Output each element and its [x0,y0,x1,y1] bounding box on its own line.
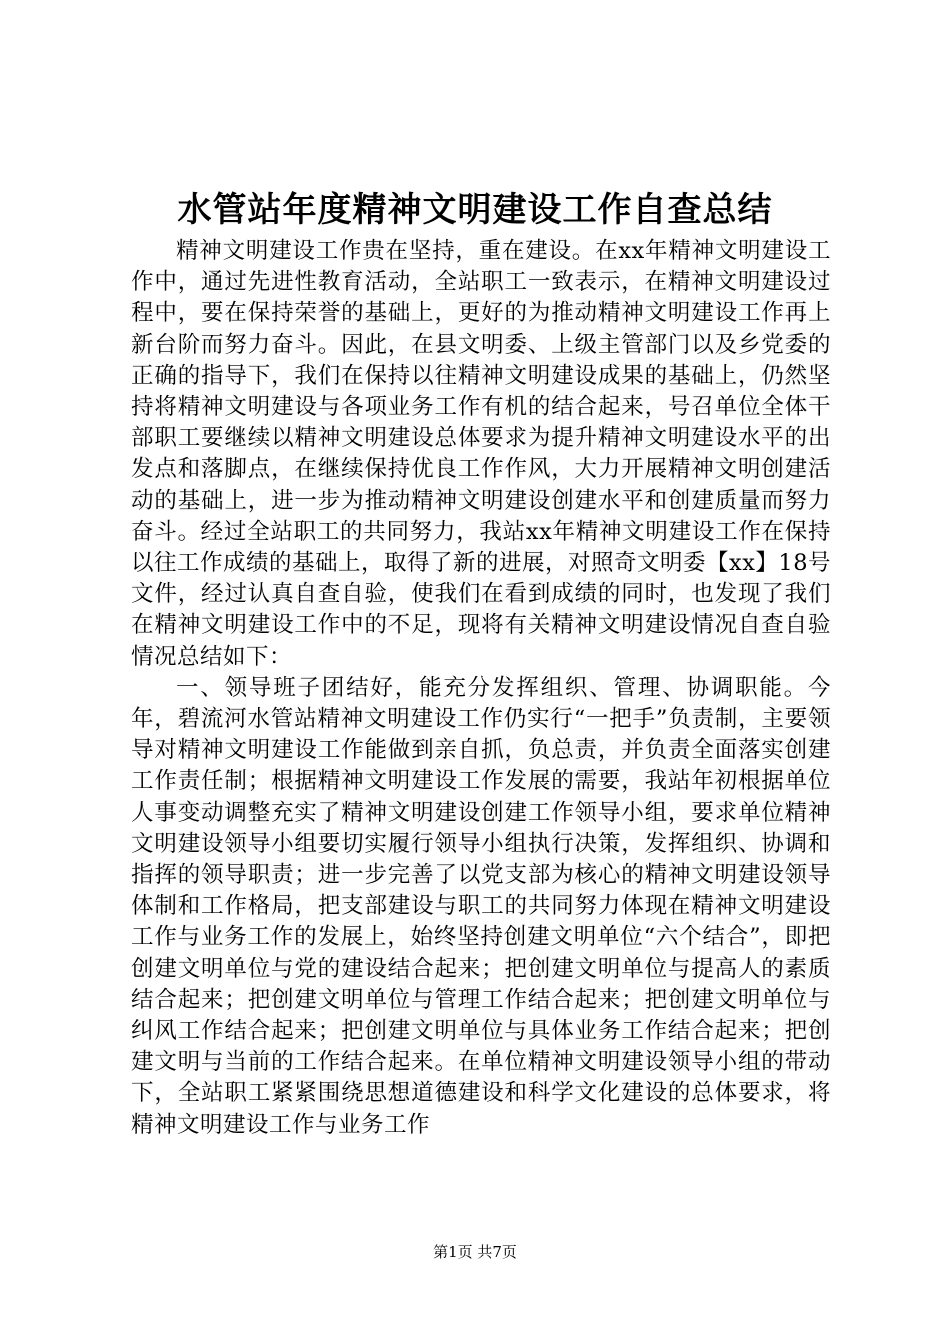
paragraph-section-one: 一、领导班子团结好，能充分发挥组织、管理、协调职能。今年，碧流河水管站精神文明建设工作仍实行“一把手”负责制，主要领导对精神文明建设工作能做到亲自抓，负总责，并负责全面落实创建工作责任制；根据精神文明建设工作发展的需要，我站年初根据单位人事变动调整充实了精神文明建设创建工作领导小组，要求单位精神文明建设领导小组要切实履行领导小组执行决策，发挥组织、协调和指挥的领导职责；进一步完善了以党支部为核心的精神文明建设领导体制和工作格局，把支部建设与职工的共同努力体现在精神文明建设工作与业务工作的发展上，始终坚持创建文明单位“六个结合”，即把创建文明单位与党的建设结合起来；把创建文明单位与提高人的素质结合起来；把创建文明单位与管理工作结合起来；把创建文明单位与纠风工作结合起来；把创建文明单位与具体业务工作结合起来；把创建文明与当前的工作结合起来。在单位精神文明建设领导小组的带动下，全站职工紧紧围绕思想道德建设和科学文化建设的总体要求，将精神文明建设工作与业务工作 [131,674,831,1138]
paragraph-intro: 精神文明建设工作贵在坚持，重在建设。在xx年精神文明建设工作中，通过先进性教育活动，全站职工一致表示，在精神文明建设过程中，要在保持荣誉的基础上，更好的为推动精神文明建设工作再上新台阶而努力奋斗。因此，在县文明委、上级主管部门以及乡党委的正确的指导下，我们在保持以往精神文明建设成果的基础上，仍然坚持将精神文明建设与各项业务工作有机的结合起来，号召单位全体干部职工要继续以精神文明建设总体要求为提升精神文明建设水平的出发点和落脚点，在继续保持优良工作作风，大力开展精神文明创建活动的基础上，进一步为推动精神文明建设创建水平和创建质量而努力奋斗。经过全站职工的共同努力，我站xx年精神文明建设工作在保持以往工作成绩的基础上，取得了新的进展，对照奇文明委【xx】18号文件，经过认真自查自验，使我们在看到成绩的同时，也发现了我们在精神文明建设工作中的不足，现将有关精神文明建设情况自查自验情况总结如下： [131,238,832,670]
document-title: 水管站年度精神文明建设工作自查总结 [177,190,773,230]
page-number-footer: 第1页 共7页 [433,1243,517,1261]
document-body [131,236,831,1141]
